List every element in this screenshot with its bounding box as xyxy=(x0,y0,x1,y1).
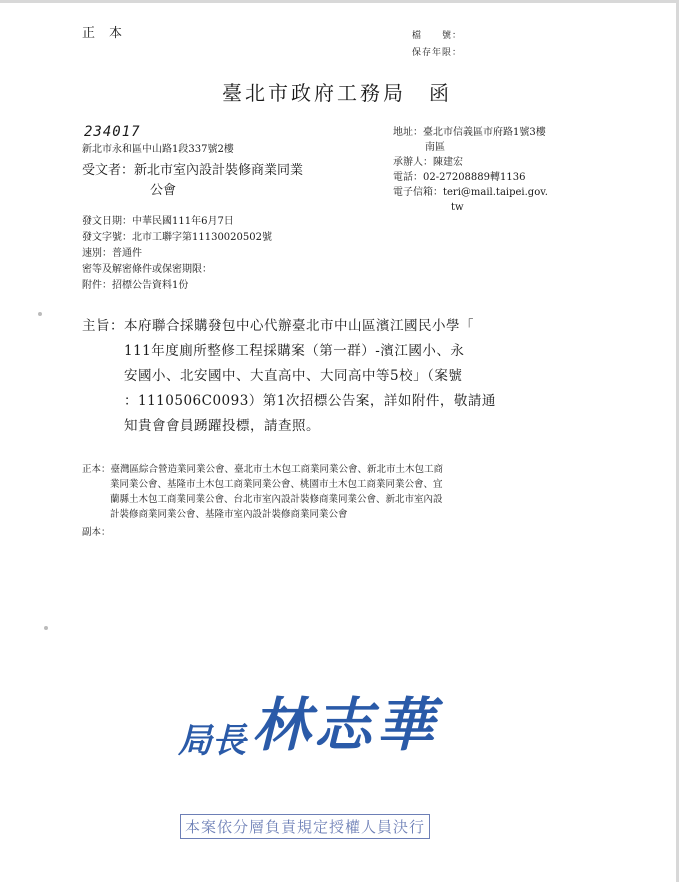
retention-period-label: 保存年限： xyxy=(411,48,462,58)
cc-line2: 業同業公會、基隆市土木包工商業同業公會、桃園市土木包工商業同業公會、宜 xyxy=(110,479,443,490)
contact-email-line1: 電子信箱：teri@mail.taipei.gov. xyxy=(393,187,548,198)
original-copy-label: 正本 xyxy=(82,26,137,41)
postal-code: 234017 xyxy=(84,124,141,140)
subject-line1: 主旨：本府聯合採購發包中心代辦臺北市中山區濱江國民小學「 xyxy=(82,318,474,334)
subject-line3: 安國小、北安國中、大直高中、大同高中等5校」（案號 xyxy=(124,368,463,384)
scan-speck xyxy=(44,626,48,630)
recipient-label: 受文者： xyxy=(82,163,135,178)
distribution-list xyxy=(82,462,652,540)
scan-speck xyxy=(38,312,42,316)
seal-name: 林志華 xyxy=(252,691,439,759)
delivery-speed: 速別：普通件 xyxy=(82,248,142,259)
document-title: 臺北市政府工務局 函 xyxy=(222,81,452,105)
contact-address-line1: 地址：臺北市信義區市府路1號3樓 xyxy=(393,127,546,138)
cc-line4: 計裝修商業同業公會、基隆市室內設計裝修商業同業公會 xyxy=(110,509,348,520)
issue-date: 發文日期：中華民國111年6月7日 xyxy=(82,216,234,227)
recipient-address: 新北市永和區中山路1段337號2樓 xyxy=(82,144,234,155)
recipient-name-line2: 公會 xyxy=(150,183,177,198)
cc-line3: 蘭縣土木包工商業同業公會、台北市室內設計裝修商業同業公會、新北市室內設 xyxy=(110,494,443,505)
seal-title: 局長 xyxy=(178,721,246,761)
subject-line4: ：1110506C0093）第1次招標公告案，詳如附件，敬請通 xyxy=(124,393,496,409)
reference-number: 發文字號：北市工聯字第11130020502號 xyxy=(82,232,272,243)
security-level: 密等及解密條件或保密期限： xyxy=(82,264,212,275)
archive-info xyxy=(392,28,462,62)
document-meta xyxy=(82,214,272,294)
recipient-name-line1: 新北市室內設計裝修商業同業 xyxy=(134,163,304,178)
contact-address-line2: 南區 xyxy=(425,142,445,153)
subject-paragraph xyxy=(82,314,642,439)
subject-line5: 知貴會會員踴躍投標，請查照。 xyxy=(124,418,320,434)
recipient-block xyxy=(82,161,303,201)
contact-officer: 承辦人：陳建宏 xyxy=(393,157,463,168)
subject-line2: 111年度廁所整修工程採購案（第一群）-濱江國小、永 xyxy=(124,343,465,359)
contact-block xyxy=(393,125,653,215)
director-seal xyxy=(178,678,438,762)
contact-email-line2: tw xyxy=(451,202,464,213)
scan-edge-top xyxy=(0,0,679,3)
archive-number-label: 檔 號： xyxy=(411,31,462,41)
contact-phone: 電話：02-27208889轉1136 xyxy=(393,172,526,183)
cc-line1: 正本：臺灣區綜合營造業同業公會、臺北市土木包工商業同業公會、新北市土木包工商 xyxy=(82,464,444,475)
attachment: 附件：招標公告資料1份 xyxy=(82,280,189,291)
copy-label: 副本： xyxy=(82,527,111,538)
authorization-stamp: 本案依分層負責規定授權人員決行 xyxy=(180,814,430,839)
